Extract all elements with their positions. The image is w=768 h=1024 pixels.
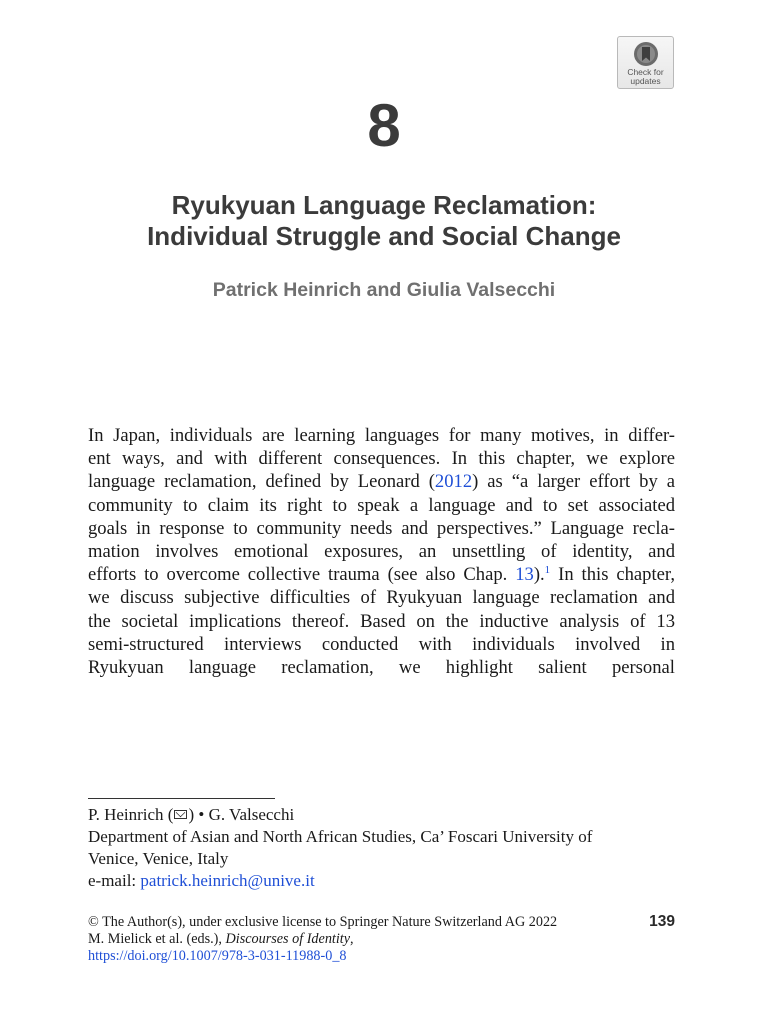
paragraph-line xyxy=(88,470,675,493)
doi-link[interactable]: https://doi.org/10.1007/978-3-031-11988-0_8 xyxy=(88,948,347,964)
line-word: highlight xyxy=(445,656,513,678)
abstract-paragraph xyxy=(88,424,675,679)
envelope-icon xyxy=(174,810,187,819)
bookmark-ribbon-icon xyxy=(633,41,659,67)
paragraph-line: the societal implications thereof. Based on the inductive analysis of 13 xyxy=(88,610,675,632)
paragraph-line: mation involves emotional exposures, an unsettling of identity, and xyxy=(88,540,675,562)
chapter-authors: Patrick Heinrich and Giulia Valsecchi xyxy=(212,279,556,301)
line-word: salient xyxy=(538,656,587,678)
affiliation-authors-text: P. Heinrich ( xyxy=(88,805,174,824)
paragraph-line: ent ways, and with different consequences. In this chapter, we explore xyxy=(88,448,675,470)
book-citation-punct: , xyxy=(350,931,354,947)
paragraph-line xyxy=(88,656,675,679)
line-text: In this chapter, xyxy=(550,564,675,586)
affiliation-email-line xyxy=(88,870,688,892)
page-number: 139 xyxy=(649,913,675,930)
paragraph-line: goals in response to community needs and perspectives.” Language recla- xyxy=(88,517,675,539)
chapter-title xyxy=(60,190,708,252)
chapter-number: 8 xyxy=(367,92,401,159)
line-word: personal xyxy=(611,656,675,678)
copyright-notice xyxy=(88,914,628,965)
line-word: reclamation, xyxy=(281,656,374,678)
line-word: language xyxy=(188,656,257,678)
email-link[interactable]: patrick.heinrich@unive.it xyxy=(140,871,315,890)
line-text: efforts to overcome collective trauma (see also Chap. xyxy=(88,564,516,586)
paragraph-line: community to claim its right to speak a language and to set associated xyxy=(88,494,675,516)
chapter-title-line2: Individual Struggle and Social Change xyxy=(147,221,621,251)
badge-label-line2: updates xyxy=(630,76,661,86)
email-label: e-mail: xyxy=(88,871,141,890)
book-title: Discourses of Identity xyxy=(225,931,351,947)
footnote-marker-1[interactable]: 1 xyxy=(544,563,551,576)
line-text: ) as “a larger effort by a xyxy=(472,471,675,493)
chapter-title-line1: Ryukyuan Language Reclamation: xyxy=(171,190,597,220)
chapter-link-13[interactable]: 13 xyxy=(515,564,534,586)
book-editors: M. Mielick et al. (eds.), xyxy=(88,931,226,947)
badge-label-line1: Check for xyxy=(627,67,664,77)
line-word: Ryukyuan xyxy=(88,656,164,678)
line-word: we xyxy=(398,656,421,678)
check-for-updates-badge[interactable] xyxy=(617,36,674,89)
affiliation-location: Venice, Venice, Italy xyxy=(88,849,229,868)
line-text: language reclamation, defined by Leonard ( xyxy=(88,471,435,493)
author-affiliation xyxy=(88,804,688,892)
line-text: ). xyxy=(533,564,545,586)
book-citation xyxy=(88,931,628,948)
copyright-line: © The Author(s), under exclusive license to Springer Nature Switzerland AG 2022 xyxy=(88,914,558,930)
badge-label xyxy=(618,68,673,86)
paragraph-line xyxy=(88,563,675,586)
affiliation-authors-text: ) • G. Valsecchi xyxy=(188,805,295,824)
affiliation-authors xyxy=(88,804,688,826)
footnote-divider xyxy=(88,798,275,799)
affiliation-department: Department of Asian and North African Studies, Ca’ Foscari University of xyxy=(88,827,593,846)
paragraph-line: In Japan, individuals are learning languages for many motives, in differ- xyxy=(88,425,675,446)
paragraph-line: semi-structured interviews conducted with individuals involved in xyxy=(88,633,675,655)
paragraph-line: we discuss subjective difficulties of Ryukyuan language reclamation and xyxy=(88,587,675,609)
doi-line xyxy=(88,948,628,965)
citation-link-leonard-2012[interactable]: 2012 xyxy=(434,471,473,493)
